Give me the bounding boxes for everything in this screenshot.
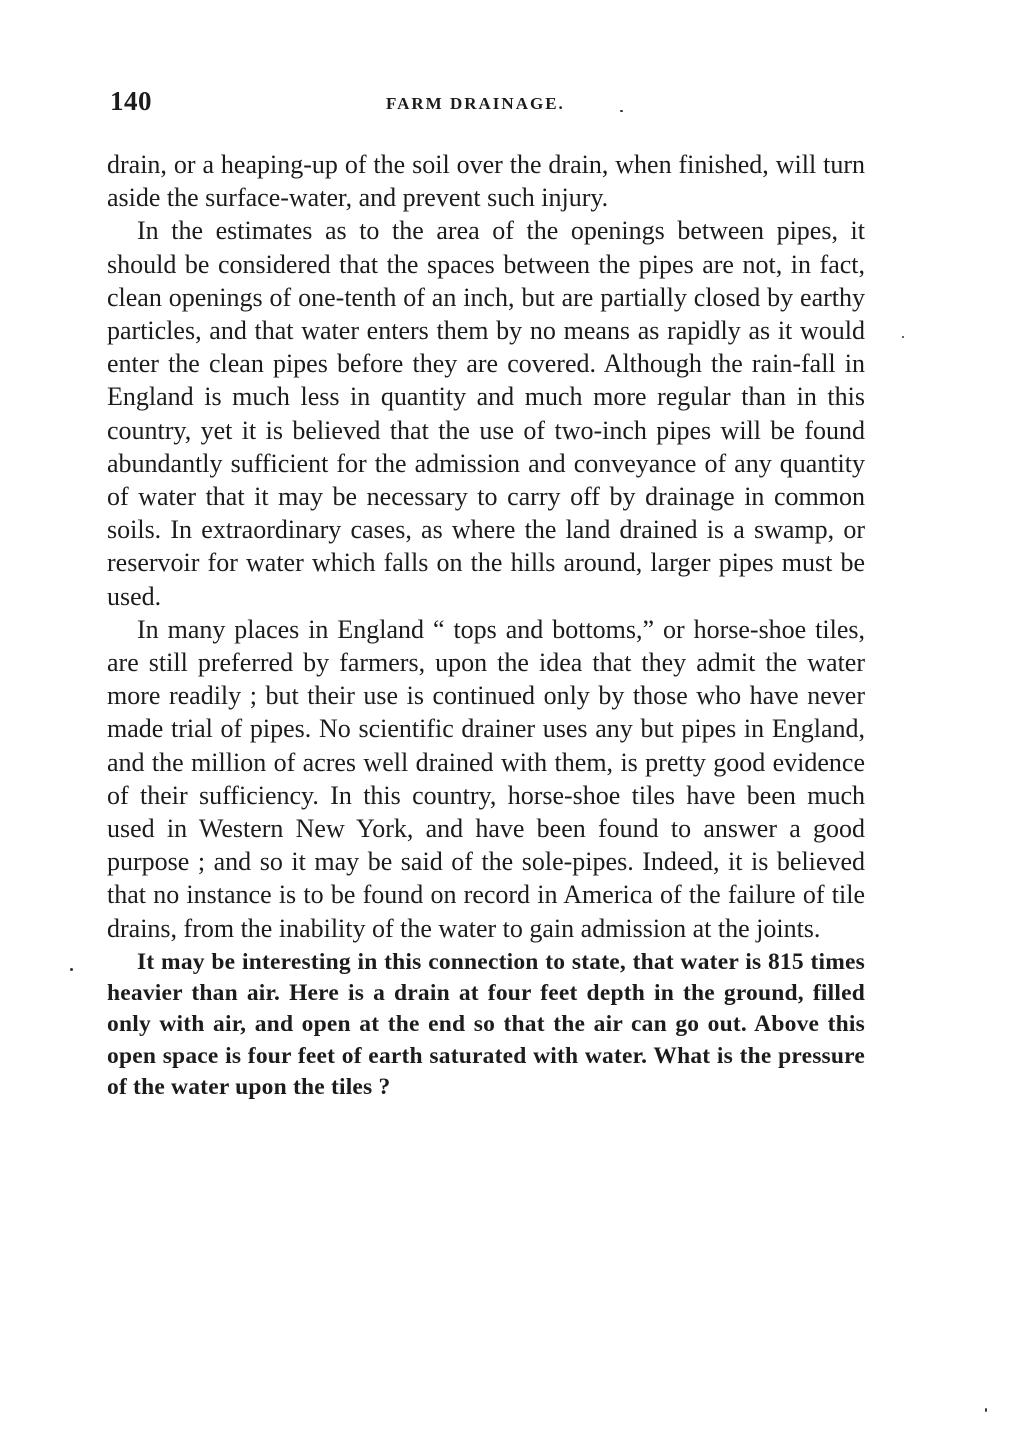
paragraph-continuation: drain, or a heaping-up of the soil over the drain, when finished, will turn aside the surface-water, and prevent such injury. xyxy=(107,150,865,213)
running-head: FARM DRAINAGE. xyxy=(386,94,565,113)
body-text xyxy=(107,148,865,1103)
print-speck xyxy=(902,336,904,338)
print-speck xyxy=(70,968,73,971)
paragraph-pipe-openings: In the estimates as to the area of the openings between pipes, it should be considered that the spaces between the pipes are not, in fact, clean openings of one-tenth of an inch, but are partially closed by earthy particles, and that water enters them by no means as rapidly as it would enter the clean pipes before they are covered. Although the rain-fall in England is much less in quantity and much more regular than in this country, yet it is believed that the use of two-inch pipes will be found abundantly sufficient for the admission and conveyance of any quantity of water that it may be necessary to carry off by drainage in common soils. In extraordinary cases, as where the land drained is a swamp, or reservoir for water which falls on the hills around, larger pipes must be used. xyxy=(107,216,865,611)
paragraph-horse-shoe-tiles: In many places in England “ tops and bottoms,” or horse-shoe tiles, are still preferred by farmers, upon the idea that they admit the water more readily ; but their use is continued only by those who have never made trial of pipes. No scientific drainer uses any but pipes in England, and the million of acres well drained with them, is pretty good evidence of their sufficiency. In this country, horse-shoe tiles have been much used in Western New York, and have been found to answer a good purpose ; and so it may be said of the sole-pipes. Indeed, it is believed that no instance is to be found on record in America of the failure of tile drains, from the inability of the water to gain admission at the joints. xyxy=(107,614,865,943)
page-header xyxy=(108,86,868,122)
page-number: 140 xyxy=(110,86,152,116)
print-speck xyxy=(620,110,623,112)
print-speck xyxy=(985,1408,987,1412)
paragraph-water-pressure: It may be interesting in this connection to state, that water is 815 times heavier than air. Here is a drain at four feet depth in the ground, filled only with air, and open at the end so that the air can go out. Above this open space is four feet of earth saturated with water. What is the pressure of the water upon the tiles ? xyxy=(107,948,865,1101)
